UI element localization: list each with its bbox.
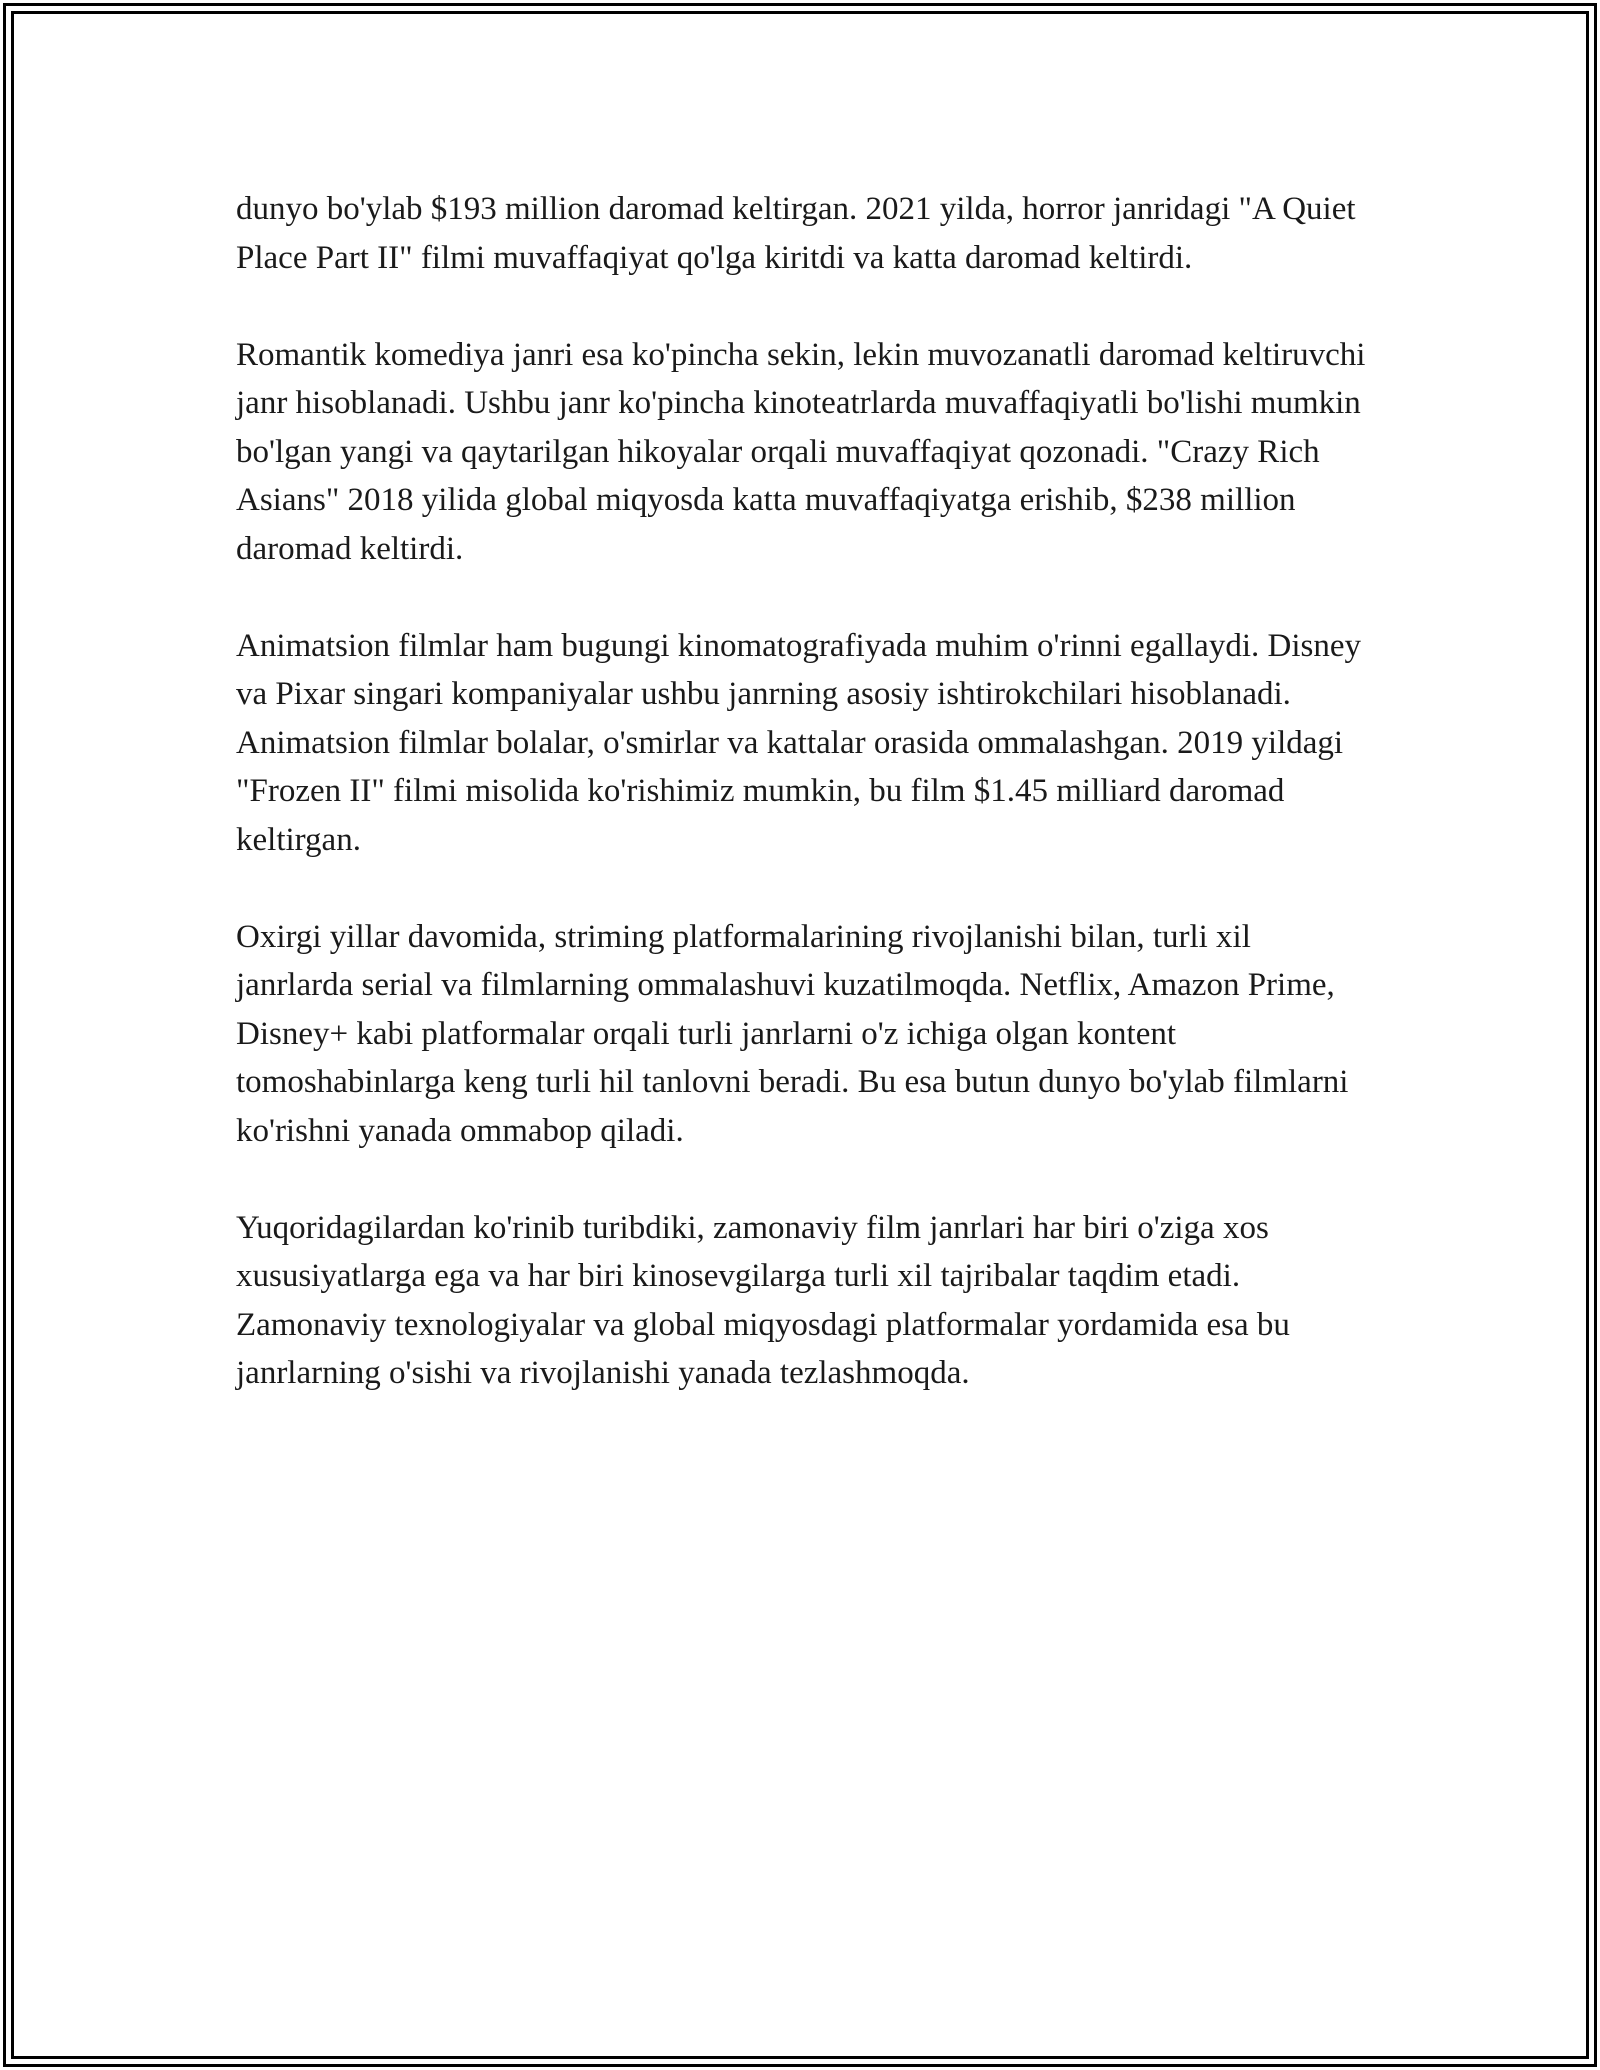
paragraph: Romantik komediya janri esa ko'pincha sekin, lekin muvozanatli daromad keltiruvchi janr hisoblanadi. Ushbu janr ko'pincha kinoteatrlarda muvaffaqiyatli bo'lishi mumkin bo'lgan yangi va qaytarilgan hikoyalar orqali muvaffaqiyat qozonadi. "Crazy Rich Asians" 2018 yilida global miqyosda katta muvaffaqiyatga erishib, $238 million daromad keltirdi. — [236, 336, 1366, 567]
paragraph: Animatsion filmlar ham bugungi kinomatografiyada muhim o'rinni egallaydi. Disney va Pixar singari kompaniyalar ushbu janrning asosiy ishtirokchilari hisoblanadi. Animatsion filmlar bolalar, o'smirlar va kattalar orasida ommalashgan. 2019 yildagi "Frozen II" filmi misolida ko'rishimiz mumkin, bu film $1.45 milliard daromad keltirgan. — [236, 627, 1361, 858]
document-body — [236, 185, 1366, 1446]
paragraph: Yuqoridagilardan ko'rinib turibdiki, zamonaviy film janrlari har biri o'ziga xos xususiyatlarga ega va har biri kinosevgilarga turli xil tajribalar taqdim etadi. Zamonaviy texnologiyalar va global miqyosdagi platformalar yordamida esa bu janrlarning o'sishi va rivojlanishi yanada tezlashmoqda. — [236, 1209, 1290, 1391]
paragraph: dunyo bo'ylab $193 million daromad keltirgan. 2021 yilda, horror janridagi "A Quiet Place Part II" filmi muvaffaqiyat qo'lga kiritdi va katta daromad keltirdi. — [236, 191, 1356, 276]
paragraph: Oxirgi yillar davomida, striming platformalarining rivojlanishi bilan, turli xil janrlarda serial va filmlarning ommalashuvi kuzatilmoqda. Netflix, Amazon Prime, Disney+ kabi platformalar orqali turli janrlarni o'z ichiga olgan kontent tomoshabinlarga keng turli hil tanlovni beradi. Bu esa butun dunyo bo'ylab filmlarni ko'rishni yanada ommabop qiladi. — [236, 918, 1349, 1149]
